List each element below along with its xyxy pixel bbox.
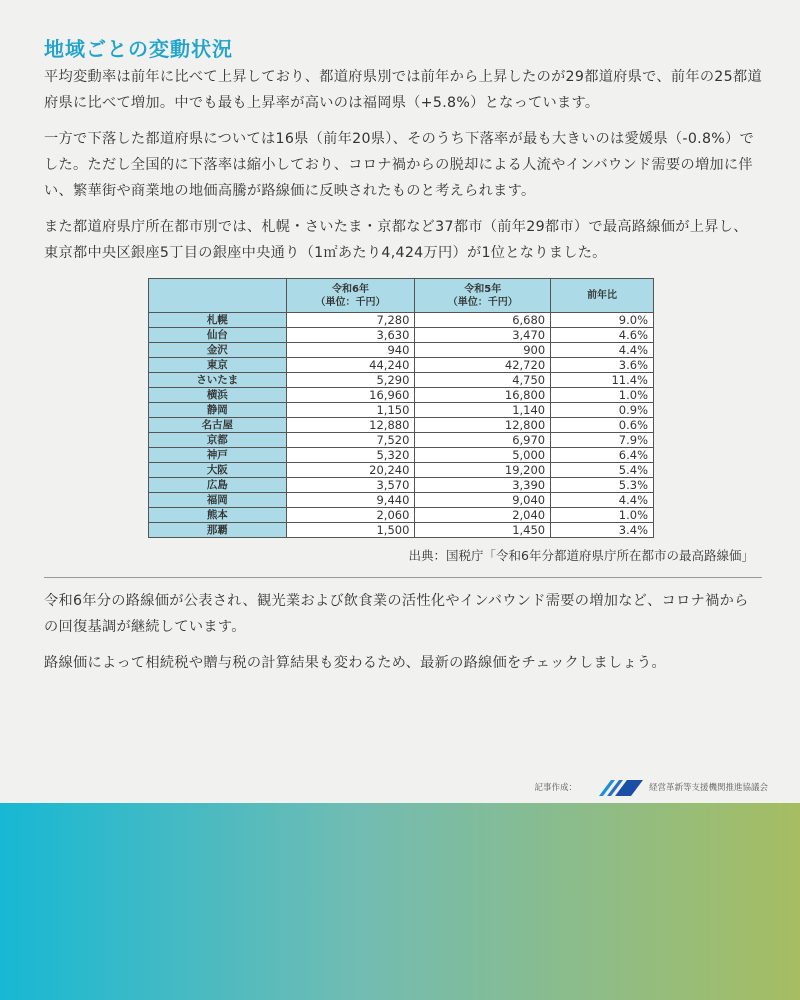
cell-r6: 3,630 [286,328,415,343]
cell-city: 広島 [149,478,287,493]
table-body [149,313,654,538]
table-row [149,508,654,523]
header-r5-label: 令和5年 [464,283,502,295]
cell-r5: 19,200 [415,463,551,478]
cell-city: 名古屋 [149,418,287,433]
paragraph-2: 一方で下落した都道府県については16県（前年20県）、そのうち下落率が最も大きいのは愛媛県（-0.8%）でした。ただし全国的に下落率は縮小しており、コロナ禍からの脱却による人流やインバウンド需要の増加に伴い、繁華街や商業地の地価高騰が路線価に反映されたものと考えられます。 [44,131,755,199]
cell-city: 静岡 [149,403,287,418]
cell-r6: 1,500 [286,523,415,538]
table-row [149,523,654,538]
credit-organization: 経営革新等支援機関推進協議会 [648,783,768,793]
cell-city: 東京 [149,358,287,373]
cell-r6: 20,240 [286,463,415,478]
cell-city: 仙台 [149,328,287,343]
cell-city: 大阪 [149,463,287,478]
header-r6 [286,279,415,313]
header-r5 [415,279,551,313]
section-title: 地域ごとの変動状況 [44,37,233,61]
cell-r6: 7,520 [286,433,415,448]
stripe-logo-icon [595,778,643,796]
cell-r5: 1,140 [415,403,551,418]
cell-r5: 9,040 [415,493,551,508]
table-row [149,433,654,448]
cell-r5: 2,040 [415,508,551,523]
cell-r6: 5,290 [286,373,415,388]
cell-r6: 3,570 [286,478,415,493]
table-row [149,403,654,418]
cell-city: 横浜 [149,388,287,403]
cell-r6: 5,320 [286,448,415,463]
cell-city: 金沢 [149,343,287,358]
cell-r6: 44,240 [286,358,415,373]
cell-r6: 7,280 [286,313,415,328]
table-container [148,278,654,538]
table-row [149,343,654,358]
cell-ratio: 5.4% [551,463,654,478]
cell-r5: 5,000 [415,448,551,463]
cell-ratio: 0.6% [551,418,654,433]
cell-ratio: 3.4% [551,523,654,538]
cell-r6: 940 [286,343,415,358]
cell-ratio: 1.0% [551,388,654,403]
source-citation: 出典：国税庁「令和6年分都道府県庁所在都市の最高路線価」 [408,548,754,563]
table-row [149,478,654,493]
cell-city: 福岡 [149,493,287,508]
author-credit [534,778,768,796]
cell-ratio: 7.9% [551,433,654,448]
cell-ratio: 4.6% [551,328,654,343]
cell-r6: 2,060 [286,508,415,523]
table-row [149,313,654,328]
cell-r5: 42,720 [415,358,551,373]
cell-city: さいたま [149,373,287,388]
divider [44,577,762,578]
header-r6-label: 令和6年 [332,283,369,295]
footer-gradient-band [0,803,800,1000]
cell-ratio: 9.0% [551,313,654,328]
cell-ratio: 6.4% [551,448,654,463]
cell-r6: 9,440 [286,493,415,508]
header-city [149,279,287,313]
header-r6-unit: （単位：千円） [315,296,386,308]
cell-city: 札幌 [149,313,287,328]
cell-ratio: 11.4% [551,373,654,388]
cell-r6: 12,880 [286,418,415,433]
table-header-row [149,279,654,313]
header-r5-unit: （単位：千円） [447,296,518,308]
cell-ratio: 0.9% [551,403,654,418]
cell-city: 那覇 [149,523,287,538]
closing-paragraph-2: 路線価によって相続税や贈与税の計算結果も変わるため、最新の路線価をチェックしましょう。 [44,655,666,671]
route-price-table [148,278,654,538]
cell-r5: 12,800 [415,418,551,433]
table-row [149,448,654,463]
cell-ratio: 4.4% [551,493,654,508]
cell-ratio: 1.0% [551,508,654,523]
cell-r6: 16,960 [286,388,415,403]
article [44,36,762,676]
closing-paragraph-1: 令和6年分の路線価が公表され、観光業および飲食業の活性化やインバウンド需要の増加など、コロナ禍からの回復基調が継続しています。 [44,593,749,635]
cell-r6: 1,150 [286,403,415,418]
cell-ratio: 5.3% [551,478,654,493]
cell-r5: 1,450 [415,523,551,538]
paragraph-3: また都道府県庁所在都市別では、札幌・さいたま・京都など37都市（前年29都市）で最高路線価が上昇し、東京都中央区銀座5丁目の銀座中央通り（1㎡あたり4,424万円）が1位となりました。 [44,219,748,261]
cell-r5: 3,470 [415,328,551,343]
cell-city: 熊本 [149,508,287,523]
table-row [149,328,654,343]
table-row [149,358,654,373]
table-row [149,463,654,478]
cell-r5: 16,800 [415,388,551,403]
table-row [149,373,654,388]
table-row [149,418,654,433]
cell-r5: 6,970 [415,433,551,448]
paragraph-1: 平均変動率は前年に比べて上昇しており、都道府県別では前年から上昇したのが29都道府県で、前年の25都道府県に比べて増加。中でも最も上昇率が高いのは福岡県（+5.8%）となっています。 [44,69,762,111]
cell-city: 京都 [149,433,287,448]
table-row [149,388,654,403]
cell-r5: 900 [415,343,551,358]
header-ratio: 前年比 [551,279,654,313]
credit-label: 記事作成： [534,783,577,793]
cell-city: 神戸 [149,448,287,463]
table-row [149,493,654,508]
cell-r5: 6,680 [415,313,551,328]
cell-ratio: 3.6% [551,358,654,373]
cell-r5: 4,750 [415,373,551,388]
cell-ratio: 4.4% [551,343,654,358]
cell-r5: 3,390 [415,478,551,493]
